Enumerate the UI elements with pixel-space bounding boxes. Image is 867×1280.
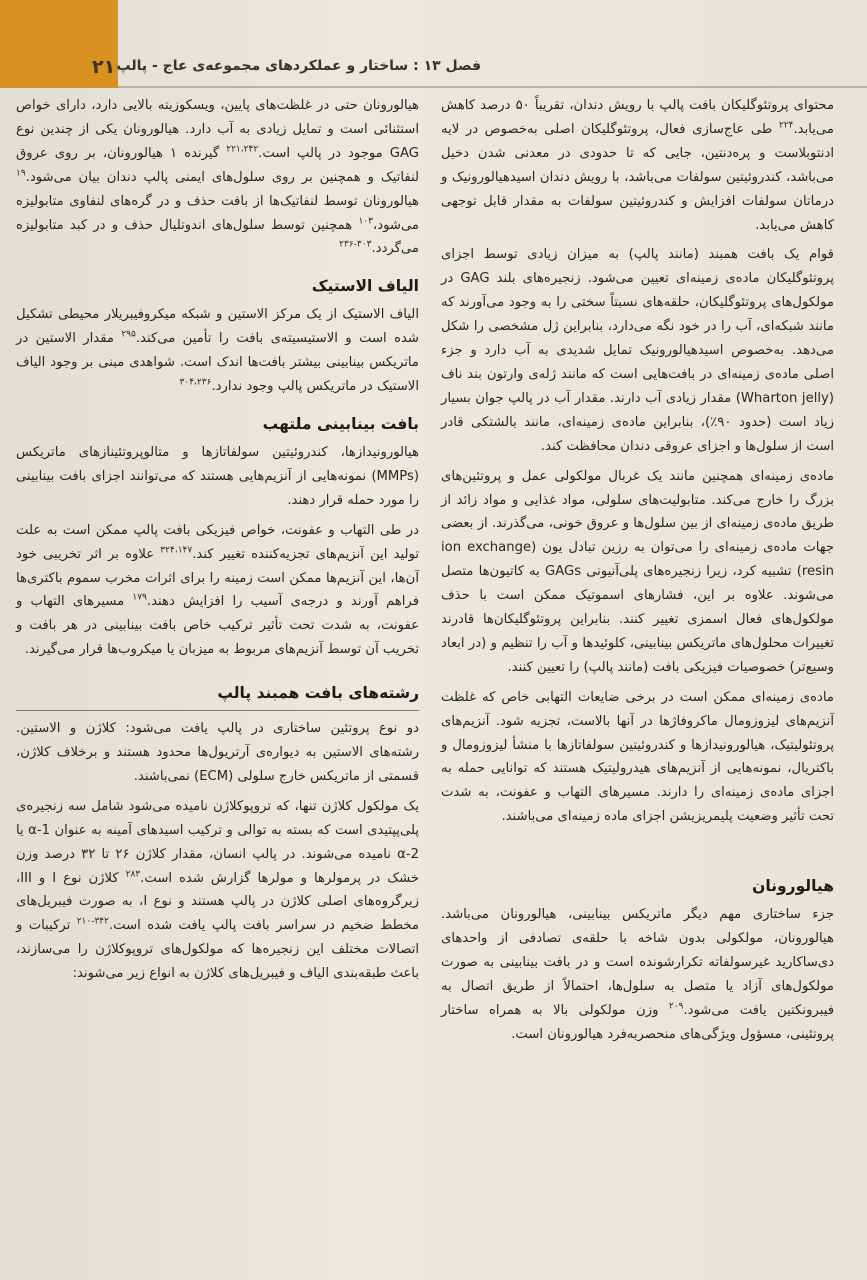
paragraph: الیاف الاستیک از یک مرکز الاستین و شبکه میکروفیبریلار محیطی تشکیل شده است و الاستیسیته‌ی بافت را تأمین می‌کند.$^{۲۹۵}$ مقدار الاستین در ماتریکس بینابینی بیشتر بافت‌ها اندک است. شواهدی مبنی بر وجود الیاف الاستیک در ماتریکس پالپ وجود ندارد.$^{۳۰۴،۲۳۶}$ — [16, 307, 419, 395]
chapter-title: فصل ۱۳ : ساختار و عملکردهای مجموعه‌ی عاج - پالپ — [116, 58, 481, 74]
page-number: ۲۱ — [92, 56, 116, 78]
paragraph: محتوای پروتئوگلیکان بافت پالپ با رویش دندان، تقریباً ۵۰ درصد کاهش می‌یابد.$^{۲۲۴}$ طی عاج‌سازی فعال، پروتئوگلیکان اصلی به‌خصوص در لایه ادنتوبلاست و پرەدنتین، جایی که تا حدودی در معدنی شدن دخیل می‌باشد، کندروئیتین سولفات می‌باشد، با رویش دندان اسیدهیالورونیک و درماتان سولفات افزایش و کندروئیتین سولفات به مقدار قابل توجهی کاهش می‌یابد. — [441, 98, 835, 233]
heading-hyaluronan: هیالورونان — [752, 877, 834, 896]
paragraph: جزء ساختاری مهم دیگر ماتریکس بینابینی، هیالورونان می‌باشد. هیالورونان، مولکولی بدون شاخه با حلقه‌ی تصادفی از واحدهای دی‌ساکارید غیرسولفاته تکرارشونده است و در بافت بینابینی به صورت مولکول‌های آزاد یا متصل به سلول‌ها، احتمالاً از طریق اتصال به فیبرونکتین یافت می‌شود.$^{۲۰۹}$ وزن مولکولی بالا به همراه ساختار پروتئینی، مسؤول ویژگی‌های منحصربه‌فرد هیالورونان است. — [441, 907, 834, 1042]
spacer — [441, 835, 834, 861]
paragraph: ماده‌ی زمینه‌ای ممکن است در برخی ضایعات التهابی خاص که غلظت آنزیم‌های لیزوزومال ماکروفاژها در آنها بالاست، تجزیه شود. آنزیم‌های پروتئولیتیک، هیالورونیدازها و کندروئیتین سولفاتازها با منشأ لیزوزومال و باکتریال، نمونه‌هایی از آنزیم‌های هیدرولیتیک هستند که توانایی حمله به اجزای ماده‌ی زمینه‌ای را دارند. مسیرهای التهاب و عفونت، به شدت تحت تأثیر وضعیت پلیمریزیشن اجزای ماده زمینه‌ای می‌باشند. — [441, 689, 834, 825]
header-divider — [118, 86, 867, 88]
paragraph: هیالورونان حتی در غلظت‌های پایین، ویسکوزیته بالایی دارد، دارای خواص استثنائی است و تمایل زیادی به آب دارد. هیالورونان یکی از چندین نوع GAG موجود در پالپ است.$^{۲۲۱،۲۴۲}$ گیرنده ۱ هیالورونان، بر روی عروق لنفاتیک و همچنین بر روی سلول‌های ایمنی پالپ دندان بیان می‌شود.$^{۱۹}$ هیالورونان توسط لنفاتیک‌ها از بافت حذف و در گره‌های لنفاوی متابولیزه می‌شود،$^{۱۰۳}$ همچنین توسط سلول‌های اندوتلیال حذف و در کبد متابولیزه می‌گردد.$^{۳۰۳-۲۳۶}$ — [16, 98, 420, 257]
paragraph: دو نوع پروتئین ساختاری در پالپ یافت می‌شود: کلاژن و الاستین. رشته‌های الاستین به دیواره‌ی آرتریول‌ها محدود هستند و برخلاف کلاژن، قسمتی از ماتریکس خارج سلولی (ECM) نمی‌باشند. — [16, 721, 419, 784]
paragraph: قوام یک بافت همبند (مانند پالپ) به میزان زیادی توسط اجزای پروتئوگلیکان ماده‌ی زمینه‌ای تعیین می‌شود. زنجیره‌های بلند GAG در مولکول‌های پروتئوگلیکان، حلقه‌های نسبتاً سختی را به وجود می‌آورند که مانند شبکه‌ای، آب را در خود نگه می‌دارد، بنابراین ژل مشخصی را شکل می‌دهد. به‌خصوص اسیدهیالورونیک تمایل شدیدی به آب دارد و جزء اصلی ماده‌ی زمینه‌ای در بافت‌هایی است که مانند ژله‌ی وارتون بند ناف (Wharton jelly) مقدار زیادی آب دارند. مقدار آب در پالپ جوان بسیار زیاد است (حدود ۹۰٪)، بنابراین ماده‌ی زمینه‌ای، مانند بالشتکی قادر است از سلول‌ها و اجزای عروقی دندان محافظت کند. — [441, 247, 834, 454]
section-divider — [16, 710, 419, 711]
paragraph: ماده‌ی زمینه‌ای همچنین مانند یک غربال مولکولی عمل و پروتئین‌های بزرگ را خارج می‌کند. متابولیت‌های سلولی، مواد غذایی و مواد زائد از طریق ماده‌ی زمینه‌ای از بین سلول‌ها و عروق خونی، می‌گذرند. از بعضی جهات ماده‌ی زمینه‌ای را می‌توان به رزین تبادل یون (ion exchange resin) تشبیه کرد، زیرا زنجیره‌های پلی‌آنیونی GAGs به کاتیون‌ها متصل می‌شوند. علاوه بر این، فشارهای اسموتیک ممکن است با حذف مولکول‌های فعال اسمزی تغییر کنند. بنابراین پروتئوگلیکان‌ها قادرند تغییرات محلول‌های ماتریکس بینابینی، کلوئیدها و آب را تنظیم و (در ابعاد وسیع‌تر) خصوصیات فیزیکی بافت (مانند پالپ) را تعیین کنند. — [441, 468, 834, 675]
right-column — [441, 94, 834, 1053]
heading-elastic-fibers: الیاف الاستیک — [311, 277, 419, 296]
running-header — [118, 0, 867, 88]
paragraph: یک مولکول کلاژن تنها، که تروپوکلاژن نامیده می‌شود شامل سه زنجیره‌ی پلی‌پپتیدی است که بسته به توالی و ترکیب اسیدهای آمینه به عنوان α-1 یا α-2 نامیده می‌شوند. در پالپ انسان، مقدار کلاژن ۲۶ تا ۳۲ درصد وزن خشک در پرمولرها و مولرها گزارش شده است.$^{۲۸۳}$ کلاژن نوع I و III، زیرگروه‌های اصلی کلاژن در پالپ هستند و نوع I، به صورت فیبریل‌های مخطط ضخیم در سراسر بافت پالپ یافت شده است.$^{۳۴۲-۲۱۰}$ ترکیبات و اتصالات مختلف این زنجیره‌ها که مولکول‌های تروپوکلاژن را می‌سازند، باعث طبقه‌بندی الیاف و فیبریل‌های کلاژن به انواع زیر می‌شوند: — [16, 798, 419, 982]
heading-inflamed-tissue: بافت بینابینی ملتهب — [262, 414, 419, 433]
heading-pulp-fibers: رشته‌های بافت همبند پالپ — [217, 684, 419, 703]
paragraph: هیالورونیدازها، کندروئیتین سولفاتازها و متالوپروتئینازهای ماتریکس (MMPs) نمونه‌هایی از آنزیم‌هایی هستند که می‌توانند اجزای بافت بینابینی را مورد حمله قرار دهند. — [16, 444, 419, 508]
left-column — [16, 94, 419, 992]
paragraph: در طی التهاب و عفونت، خواص فیزیکی بافت پالپ ممکن است به علت تولید این آنزیم‌های تجزیه‌کننده تغییر کند.$^{۳۲۴،۱۴۷}$ علاوه بر اثر تخریبی خود آن‌ها، این آنزیم‌ها ممکن است زمینه را برای اثرات مخرب سموم باکتری‌ها فراهم آورند و درجه‌ی آسیب را افزایش دهند.$^{۱۷۹}$ مسیرهای التهاب و عفونت، به شدت تحت تأثیر ترکیب خاص بافت بینابینی در هر بافت و تخریب آن توسط آنزیم‌های مربوط به میزبان یا میکروب‌ها قرار می‌گیرند. — [16, 522, 420, 658]
